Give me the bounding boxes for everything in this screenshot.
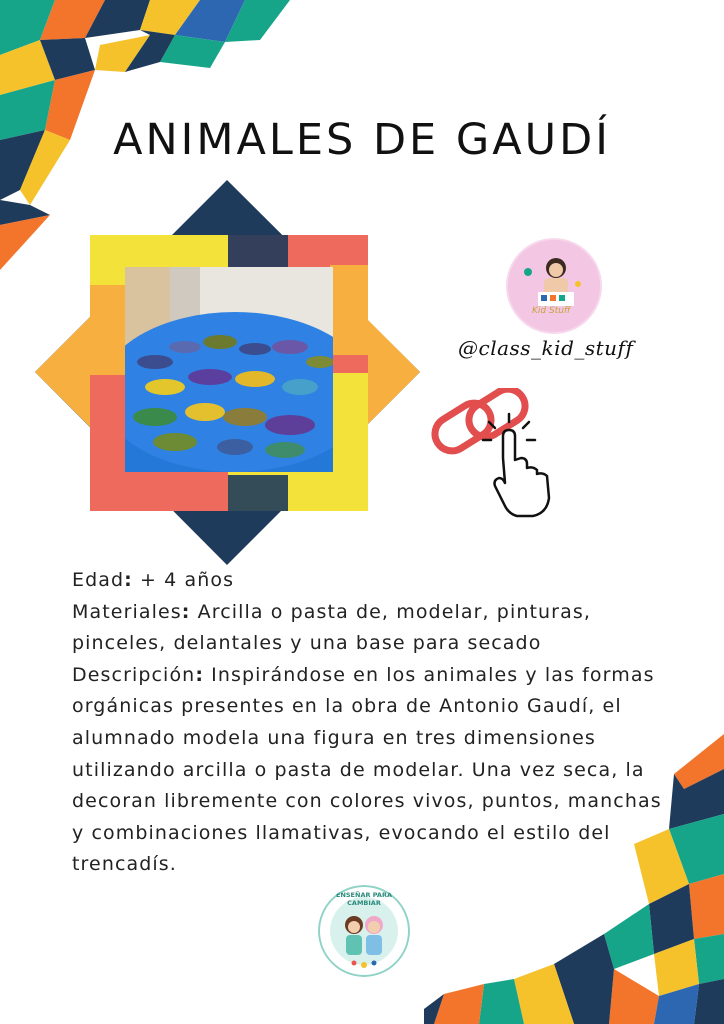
page-title: ANIMALES DE GAUDÍ	[113, 114, 611, 165]
social-handle[interactable]: @class_kid_stuff	[458, 336, 634, 360]
description-colon: :	[195, 663, 205, 686]
description-label: Descripción	[72, 663, 196, 686]
materials-colon: :	[181, 600, 191, 623]
class-kid-stuff-logo	[506, 238, 602, 334]
mosaic-decoration-bottom-right	[424, 734, 724, 1024]
clay-animals-photo	[125, 267, 333, 472]
logo-text: Kid Stuff	[532, 306, 571, 316]
materials-line	[72, 597, 662, 660]
ensenar-para-cambiar-logo	[318, 885, 410, 977]
pointer-hand-icon	[495, 430, 550, 516]
footer-logo-text: ENSEÑAR PARA CAMBIAR	[336, 891, 392, 907]
clay-animals-image	[125, 267, 333, 472]
materials-value: Arcilla o pasta de, modelar, pinturas, pinceles, delantales y una base para secado	[72, 600, 591, 655]
age-line	[72, 565, 662, 597]
age-label: Edad	[72, 569, 125, 591]
description-value: Inspirándose en los animales y las formas orgánicas presentes en la obra de Antonio Gaudí, el alumnado modela una figura en tres dimensiones utilizando arcilla o pasta de modelar. Una vez seca, la decoran libremente con colores vivos, puntos, manchas y combinaciones llamativas, evocando el estilo del trencadís.	[72, 663, 662, 876]
age-colon: :	[124, 569, 133, 591]
logo-illustration	[508, 240, 600, 332]
materials-label: Materiales	[72, 600, 182, 623]
link-chain-icon[interactable]	[425, 388, 565, 523]
age-value: + 4 años	[132, 569, 235, 591]
